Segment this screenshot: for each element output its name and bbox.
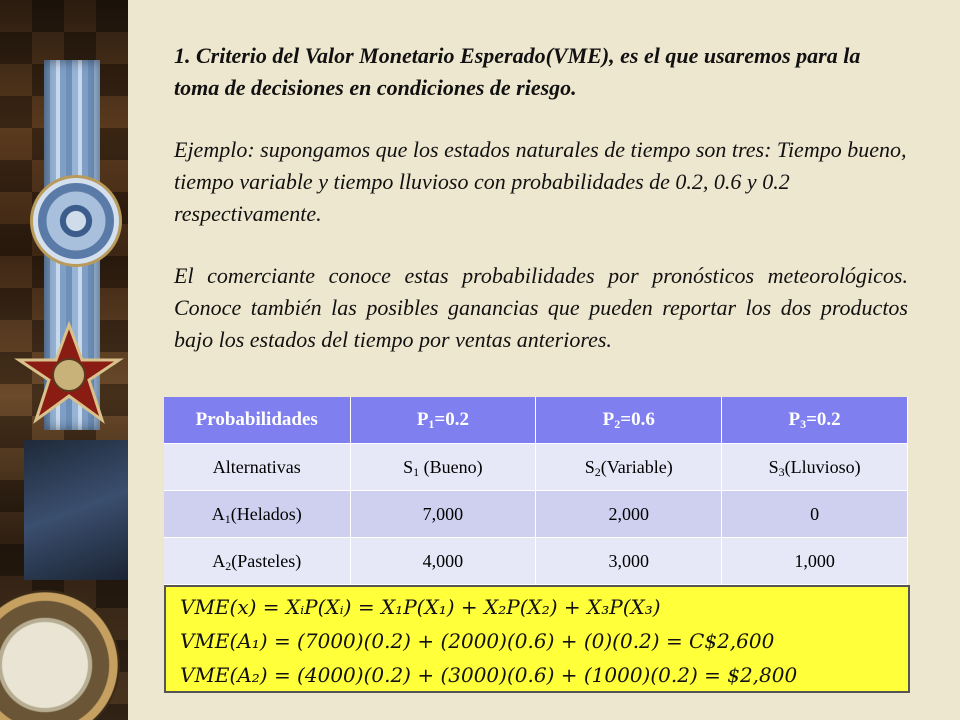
payoff-cell: 2,000 (536, 491, 722, 538)
state-s3: $S_3(Lluvioso)$ (722, 444, 908, 491)
payoff-table (164, 397, 908, 585)
formula-box (164, 585, 910, 693)
table-row (164, 538, 908, 585)
payoff-cell: 1,000 (722, 538, 908, 585)
header-p1: $P_1=0.2$ (350, 397, 536, 444)
header-p2: $P_2=0.6$ (536, 397, 722, 444)
alternative-a2: $A_2(Pasteles)$ (164, 538, 350, 585)
formula-a2: VME(A₂) = (4000)(0.2) + (3000)(0.6) + (1000)(0.2) = $2,800 (180, 663, 798, 687)
decorative-photo-strip (0, 0, 128, 720)
states-row (164, 444, 908, 491)
payoff-cell: 3,000 (536, 538, 722, 585)
payoff-cell: 7,000 (350, 491, 536, 538)
state-s2: $S_2(Variable)$ (536, 444, 722, 491)
formula-a1: VME(A₁) = (7000)(0.2) + (2000)(0.6) + (0)(0.2) = C$2,600 (180, 629, 775, 653)
rosette-icon (30, 175, 122, 267)
context-paragraph: El comerciante conoce estas probabilidades por pronósticos meteorológicos. Conoce también las posibles ganancias que pueden reportar los dos productos bajo los estados del tiempo por ventas anteriores. (174, 263, 908, 352)
header-p3: $P_3=0.2$ (722, 397, 908, 444)
probabilities-header-row (164, 397, 908, 444)
header-label: Probabilidades (164, 397, 350, 444)
payoff-cell: 0 (722, 491, 908, 538)
alternative-a1: $A_1(Helados)$ (164, 491, 350, 538)
criterion-heading: 1. Criterio del Valor Monetario Esperado(VME), es el que usaremos para la toma de decisiones en condiciones de riesgo. (174, 43, 861, 100)
cross-medal-icon (14, 320, 124, 430)
state-s1: $S_1$ (Bueno) (350, 444, 536, 491)
table-row (164, 491, 908, 538)
example-paragraph: Ejemplo: supongamos que los estados naturales de tiempo son tres: Tiempo bueno, tiempo variable y tiempo lluvioso con probabilidades de 0.2, 0.6 y 0.2 respectivamente. (174, 137, 907, 226)
payoff-cell: 4,000 (350, 538, 536, 585)
blue-band-decor (24, 440, 128, 580)
formula-general: VME(x) = XᵢP(Xᵢ) = X₁P(X₁) + X₂P(X₂) + X₃P(X₃) (180, 595, 661, 619)
states-label: Alternativas (164, 444, 350, 491)
